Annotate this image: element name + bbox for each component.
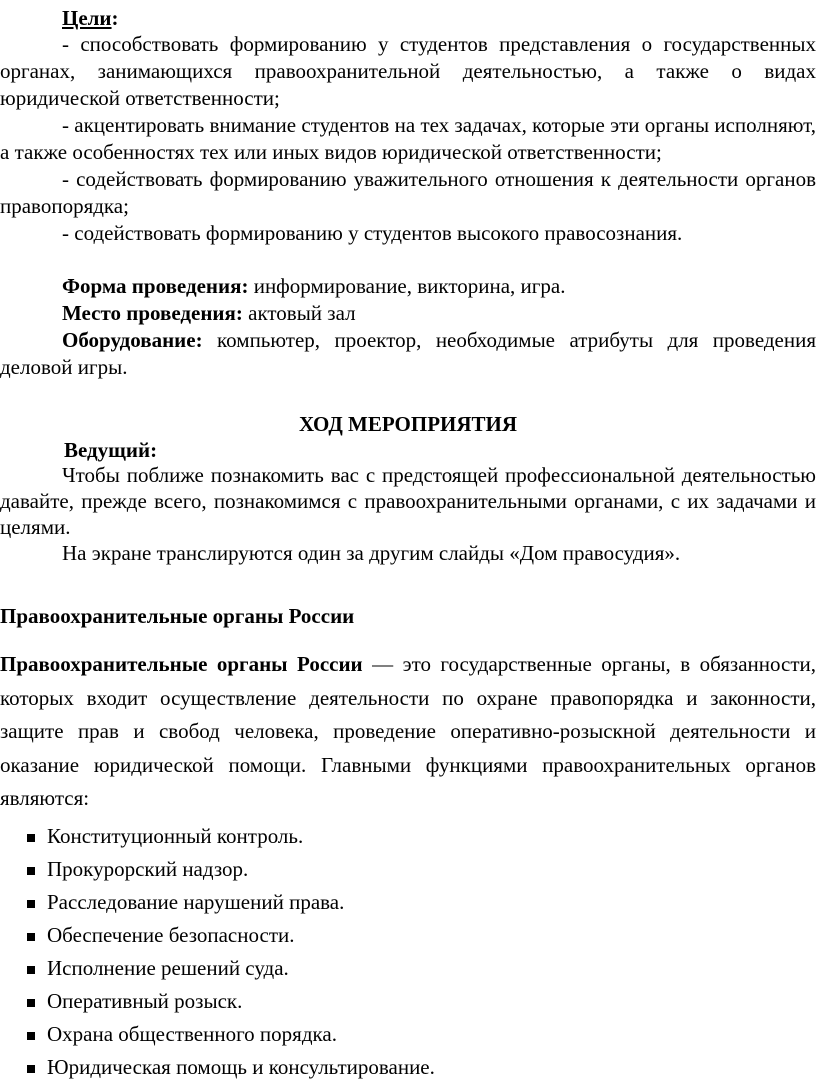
intro-text (0, 462, 816, 566)
definition-block (0, 648, 816, 816)
equipment-value: компьютер, проектор, необходимые атрибуты для проведения деловой игры. (0, 328, 816, 379)
list-item (0, 919, 816, 952)
function-label: Расследование нарушений права. (47, 890, 345, 914)
goals-title: Цели (62, 6, 112, 30)
function-label: Прокурорский надзор. (47, 857, 249, 881)
definition-text: — это государственные органы, в обязанности, которых входит осуществление деятельности по охране правопорядка и законности, защите прав и свобод человека, проведение оперативно-розыскной деятельности и оказание юридической помощи. Главными функциями правоохранительных органов являются: (0, 652, 816, 810)
square-bullet-icon (27, 933, 35, 941)
goal-item: - акцентировать внимание студентов на тех задачах, которые эти органы исполняют, а также особенностях тех или иных видов юридической ответственности; (0, 113, 816, 164)
function-label: Конституционный контроль. (47, 824, 304, 848)
event-title: ХОД МЕРОПРИЯТИЯ (298, 412, 518, 436)
function-label: Охрана общественного порядка. (47, 1022, 337, 1046)
event-details (0, 273, 816, 381)
list-item (0, 952, 816, 985)
list-item (0, 820, 816, 853)
function-label: Исполнение решений суда. (47, 956, 289, 980)
list-item (0, 853, 816, 886)
square-bullet-icon (27, 834, 35, 842)
list-item (0, 1018, 816, 1051)
function-label: Оперативный розыск. (47, 989, 243, 1013)
definition-paragraph (0, 648, 816, 816)
list-item (0, 985, 816, 1018)
square-bullet-icon (27, 999, 35, 1007)
goals-colon: : (111, 6, 119, 30)
format-line (0, 273, 816, 300)
goal-item: - способствовать формированию у студентов представления о государственных органах, занимающихся правоохранительной деятельностью, а также о видах юридической ответственности; (0, 32, 816, 110)
square-bullet-icon (27, 900, 35, 908)
definition-term: Правоохранительные органы России (0, 652, 363, 676)
place-label: Место проведения: (62, 301, 243, 325)
list-item (0, 886, 816, 919)
goals-list (0, 31, 816, 247)
equipment-label: Оборудование: (62, 328, 203, 352)
format-value: информирование, викторина, игра. (248, 274, 566, 298)
goals-heading (62, 6, 119, 30)
place-value: актовый зал (242, 301, 356, 325)
function-label: Обеспечение безопасности. (47, 923, 295, 947)
functions-list (0, 820, 816, 1084)
section-title: Правоохранительные органы России (0, 604, 355, 628)
square-bullet-icon (27, 1065, 35, 1073)
intro-paragraph: На экране транслируются один за другим слайды «Дом правосудия». (62, 541, 681, 565)
goal-item: - содействовать формированию у студентов высокого правосознания. (62, 221, 683, 245)
place-line (0, 300, 816, 327)
host-label: Ведущий: (64, 438, 158, 462)
square-bullet-icon (27, 867, 35, 875)
goal-item: - содействовать формированию уважительного отношения к деятельности органов правопорядка; (0, 167, 816, 218)
list-item (0, 1051, 816, 1084)
function-label: Юридическая помощь и консультирование. (47, 1055, 435, 1079)
square-bullet-icon (27, 966, 35, 974)
square-bullet-icon (27, 1032, 35, 1040)
format-label: Форма проведения: (62, 274, 249, 298)
intro-paragraph: Чтобы поближе познакомить вас с предстоящей профессиональной деятельностью давайте, прежде всего, познакомимся с правоохранительными органами, с их задачами и целями. (0, 463, 816, 539)
equipment-line (0, 327, 816, 381)
